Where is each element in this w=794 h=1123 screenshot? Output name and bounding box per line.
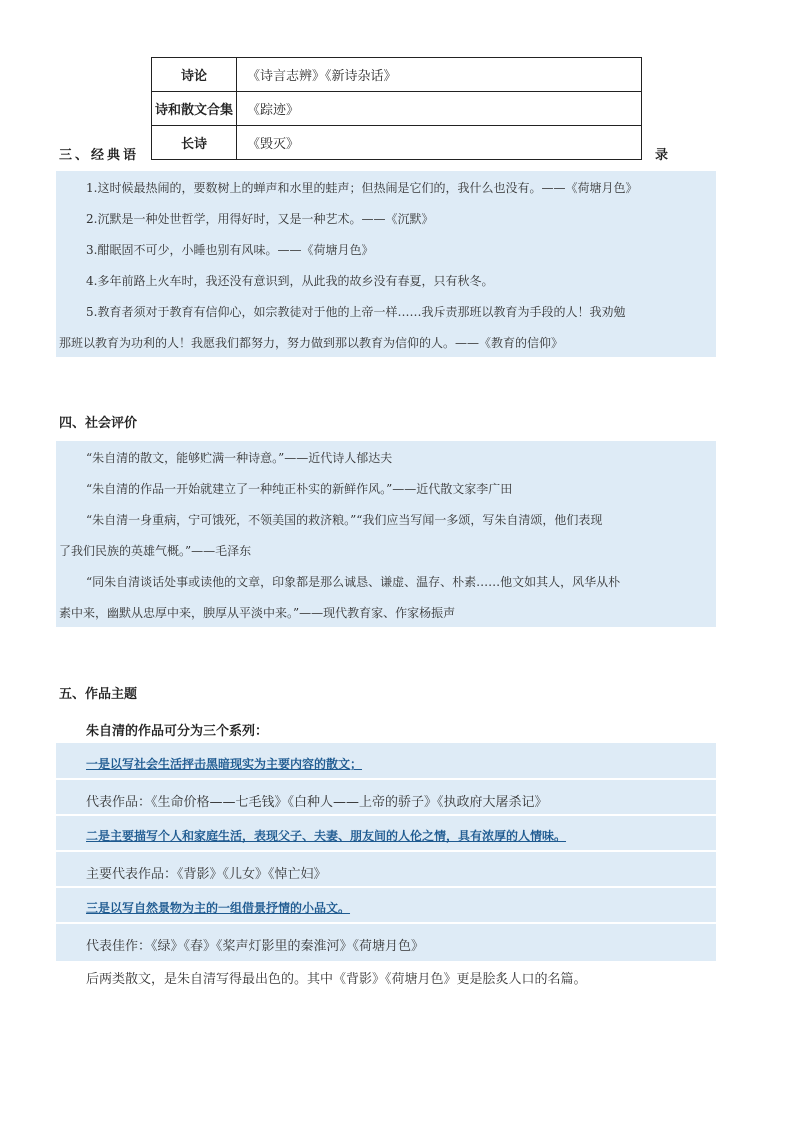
- series-3-works: 代表佳作：《绿》《春》《桨声灯影里的秦淮河》《荷塘月色》: [86, 939, 425, 954]
- series-1-theme: 一是以写社会生活抨击黑暗现实为主要内容的散文；: [86, 757, 363, 771]
- table-category: 长诗: [152, 126, 237, 160]
- evaluations-panel: [56, 441, 716, 627]
- series-2-works: 主要代表作品：《背影》《儿女》《悼亡妇》: [86, 867, 327, 882]
- table-row: [152, 92, 642, 126]
- table-row: [152, 58, 642, 92]
- table-category: 诗和散文合集: [152, 92, 237, 126]
- quotes-panel: [56, 171, 716, 357]
- evaluation-3: “朱自清一身重病，宁可饿死，不领美国的救济粮。”“我们应当写闻一多颂，写朱自清颂，他们表现: [86, 513, 603, 527]
- evaluation-3-cont: 了我们民族的英雄气概。”——毛泽东: [59, 544, 252, 558]
- quote-4: 4.多年前路上火车时，我还没有意识到，从此我的故乡没有春夏，只有秋冬。: [86, 274, 494, 288]
- evaluation-4: “同朱自清谈话处事或读他的文章，印象都是那么诚恳、谦虚、温存、朴素……他文如其人，风华从朴: [86, 575, 621, 589]
- quote-5-cont: 那班以教育为功利的人！我愿我们都努力，努力做到那以教育为信仰的人。——《教育的信仰》: [59, 336, 564, 350]
- section-3-title-right: 录: [655, 148, 672, 163]
- works-table: [151, 57, 642, 160]
- quote-1: 1.这时候最热闹的，要数树上的蝉声和水里的蛙声；但热闹是它们的，我什么也没有。——《荷塘月色》: [86, 181, 638, 195]
- section-4-title: 四、社会评价: [59, 416, 138, 431]
- evaluation-2: “朱自清的作品一开始就建立了一种纯正朴实的新鲜作风。”——近代散文家李广田: [86, 482, 513, 496]
- table-works: 《毁灭》: [237, 126, 642, 160]
- table-works: 《诗言志辨》《新诗杂话》: [237, 58, 642, 92]
- table-row: [152, 126, 642, 160]
- series-intro: 朱自清的作品可分为三个系列：: [86, 724, 269, 739]
- evaluation-4-cont: 素中来，幽默从忠厚中来，腴厚从平淡中来。”——现代教育家、作家杨振声: [59, 606, 456, 620]
- quote-2: 2.沉默是一种处世哲学，用得好时，又是一种艺术。——《沉默》: [86, 212, 434, 226]
- section-5-title: 五、作品主题: [59, 687, 138, 702]
- series-panel: [56, 743, 716, 961]
- evaluation-1: “朱自清的散文，能够贮满一种诗意。”——近代诗人郁达夫: [86, 451, 393, 465]
- section-3-title-left: 三、经典语: [59, 148, 140, 163]
- series-3-theme: 三是以写自然景物为主的一组借景抒情的小品文。: [86, 901, 351, 915]
- series-1-works: 代表作品：《生命价格——七毛钱》《白种人——上帝的骄子》《执政府大屠杀记》: [86, 795, 548, 810]
- quote-3: 3.酣眠固不可少，小睡也别有风味。——《荷塘月色》: [86, 243, 374, 257]
- series-conclusion: 后两类散文，是朱自清写得最出色的。其中《背影》《荷塘月色》更是脍炙人口的名篇。: [86, 972, 587, 987]
- table-category: 诗论: [152, 58, 237, 92]
- table-works: 《踪迹》: [237, 92, 642, 126]
- quote-5: 5.教育者须对于教育有信仰心，如宗教徒对于他的上帝一样……我斥责那班以教育为手段的人！我劝勉: [86, 305, 626, 319]
- series-2-theme: 二是主要描写个人和家庭生活，表现父子、夫妻、朋友间的人伦之情，具有浓厚的人情味。: [86, 829, 567, 843]
